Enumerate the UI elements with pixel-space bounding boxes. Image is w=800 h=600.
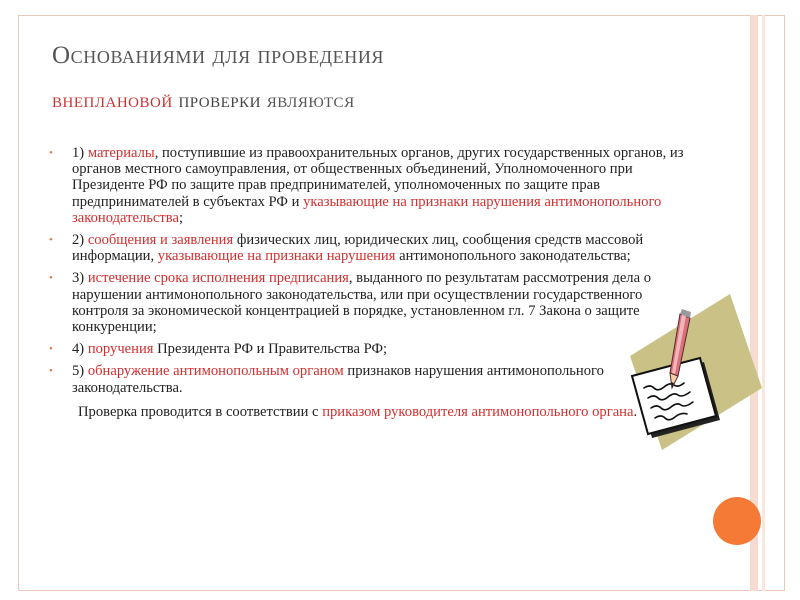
list-item-4 xyxy=(48,341,688,357)
item-text: , поступившие из правоохранительных органов, других государственных органов, из органов местного самоуправления, от общественных объединений, Уполномоченного при Президенте РФ по защите прав предпринимателей, уполномоченных по защите прав предпринимателей в субъектах РФ и xyxy=(72,145,684,210)
pen-writing-on-paper-icon xyxy=(612,292,762,452)
item-text: антимонопольного законодательства; xyxy=(395,248,631,265)
bullet-icon: • xyxy=(49,272,53,285)
item-highlight: обнаружение антимонопольным органом xyxy=(87,363,344,380)
orange-circle-decoration xyxy=(713,497,761,545)
list-item-5 xyxy=(48,363,688,395)
item-text: 1) xyxy=(72,145,88,161)
item-highlight: истечение срока исполнения предписания xyxy=(87,270,349,287)
item-text: Президента РФ и Правительства РФ; xyxy=(153,341,388,358)
item-text: 2) xyxy=(72,232,88,249)
title-highlight-word: внеплановой xyxy=(52,88,173,112)
item-text: , выданного по результатам рассмотрения дела о нарушении антимонопольного законодательства, или при осуществлении государственного контроля за экономической концентрацией в порядке, установленном гл. 7 Закона о защите конкуренции; xyxy=(72,270,652,336)
bullet-list xyxy=(48,145,688,420)
item-text: 4) xyxy=(72,341,88,358)
title-rest-word: являются xyxy=(266,88,355,112)
bullet-icon: • xyxy=(49,343,53,356)
item-highlight: указывающие на признаки нарушения xyxy=(157,248,396,265)
decorative-stripe-thin xyxy=(762,15,765,591)
list-item-2 xyxy=(48,232,688,264)
slide-title-line-1: Основаниями для проведения xyxy=(52,42,385,69)
closing-paragraph xyxy=(48,404,688,420)
item-text: 5) xyxy=(72,363,88,380)
bullet-icon: • xyxy=(49,234,53,247)
item-text: ; xyxy=(178,209,183,226)
closing-highlight: приказом руководителя антимонопольного органа xyxy=(322,403,634,420)
closing-text: Проверка проводится в соответствии с xyxy=(78,403,323,420)
list-item-1 xyxy=(48,145,688,226)
list-item-3 xyxy=(48,270,688,335)
item-highlight: сообщения и заявления xyxy=(87,232,234,249)
item-text: признаков нарушения антимонопольного законодательства. xyxy=(72,363,604,396)
bullet-icon: • xyxy=(49,365,53,378)
item-highlight: поручения xyxy=(87,341,154,358)
item-highlight: указывающие на признаки нарушения антимонопольного законодательства xyxy=(72,193,662,226)
bullet-icon: • xyxy=(49,147,53,159)
title-bold-word: проверки xyxy=(178,88,261,112)
closing-text: . xyxy=(633,403,638,420)
item-highlight: материалы xyxy=(87,145,155,161)
slide-title-line-2 xyxy=(52,88,355,113)
item-text: 3) xyxy=(72,270,88,287)
item-text: физических лиц, юридических лиц, сообщения средств массовой информации, xyxy=(72,232,644,265)
